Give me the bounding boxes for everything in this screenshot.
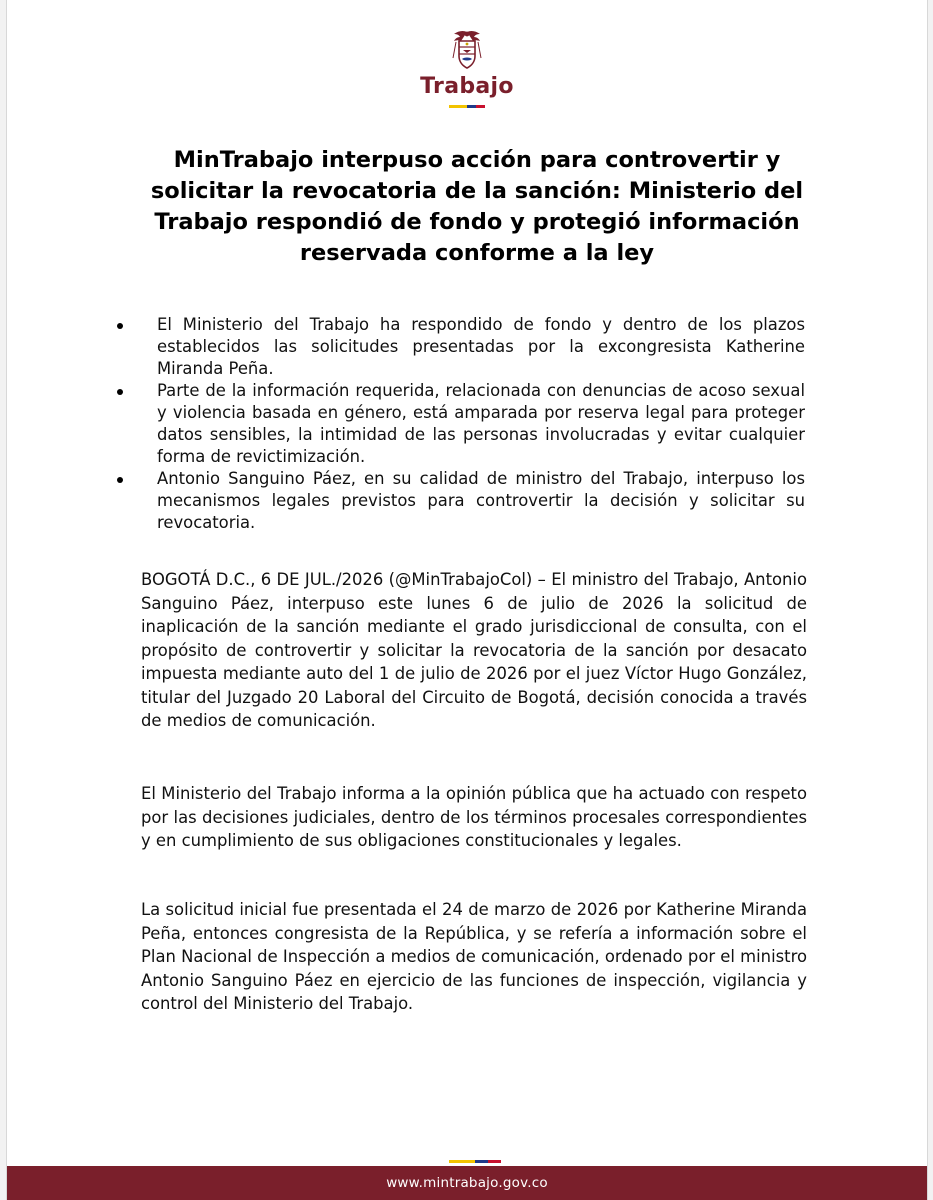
coat-of-arms-icon [448,28,486,72]
body-paragraph: El Ministerio del Trabajo informa a la opinión pública que ha actuado con respeto por las decisiones judiciales, dentro de los términos procesales correspondientes y en cumplimiento de sus obligaciones constitucionales y legales. [141,784,807,850]
summary-bullets [157,314,805,534]
summary-bullet: Antonio Sanguino Páez, en su calidad de ministro del Trabajo, interpuso los mecanismos legales previstos para controvertir la decisión y solicitar su revocatoria. [157,469,805,532]
summary-bullet: Parte de la información requerida, relacionada con denuncias de acoso sexual y violencia basada en género, está amparada por reserva legal para proteger datos sensibles, la intimidad de las personas involucradas y evitar cualquier forma de revictimización. [157,381,805,466]
website-link[interactable]: www.mintrabajo.gov.co [386,1175,548,1191]
body-paragraph: La solicitud inicial fue presentada el 24 de marzo de 2026 por Katherine Miranda Peña, entonces congresista de la República, y se refería a información sobre el Plan Nacional de Inspección a medios de comunicación, ordenado por el ministro Antonio Sanguino Páez en ejercicio de las funciones de inspección, vigilancia y control del Ministerio del Trabajo. [141,900,807,1013]
ministry-logo-text: Trabajo [420,74,514,99]
summary-bullet: El Ministerio del Trabajo ha respondido de fondo y dentro de los plazos establecidos las solicitudes presentadas por la excongresista Katherine Miranda Peña. [157,315,805,378]
press-release-page [6,0,928,1200]
colombia-flag-stripe [7,105,927,108]
body-paragraph-dateline: BOGOTÁ D.C., 6 DE JUL./2026 (@MinTrabajoCol) – El ministro del Trabajo, Antonio Sanguino Páez, interpuso este lunes 6 de julio de 2026 la solicitud de inaplicación de la sanción mediante el grado jurisdiccional de consulta, con el propósito de controvertir y solicitar la revocatoria de la sanción por desacato impuesta mediante auto del 1 de julio de 2026 por el juez Víctor Hugo González, titular del Juzgado 20 Laboral del Circuito de Bogotá, decisión conocida a través de medios de comunicación. [141,570,807,730]
footer-bar [7,1166,927,1200]
ministry-logo [7,28,927,108]
footer-flag-stripe [449,1160,501,1163]
press-release-title: MinTrabajo interpuso acción para controvertir y solicitar la revocatoria de la sanción: Ministerio del Trabajo respondió de fondo y protegió información reservada conforme a la ley [150,147,804,266]
